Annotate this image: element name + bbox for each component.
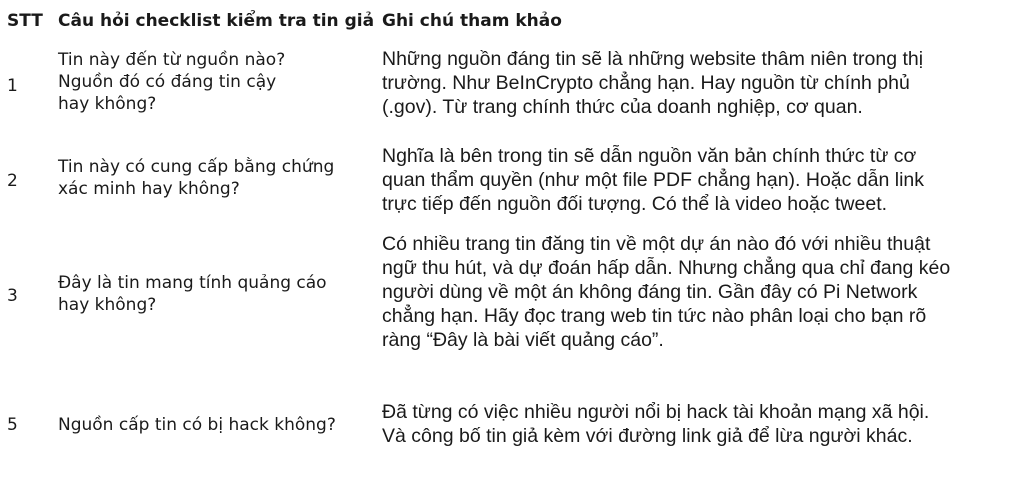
question-line: Đây là tin mang tính quảng cáo: [58, 273, 327, 293]
row-1-note: [382, 47, 1018, 119]
note-line: trực tiếp đến nguồn đối tượng. Có thể là video hoặc tweet.: [382, 193, 888, 215]
note-line: Và công bố tin giả kèm với đường link giả để lừa người khác.: [382, 425, 913, 447]
note-line: chẳng hạn. Hãy đọc trang web tin tức nào phân loại cho bạn rõ: [382, 305, 927, 327]
note-line: Nghĩa là bên trong tin sẽ dẫn nguồn văn bản chính thức từ cơ: [382, 145, 917, 167]
row-1-stt: 1: [7, 76, 18, 96]
question-line: Nguồn cấp tin có bị hack không?: [58, 415, 336, 435]
note-line: Có nhiều trang tin đăng tin về một dự án nào đó với nhiều thuật: [382, 233, 931, 255]
note-line: ràng “Đây là bài viết quảng cáo”.: [382, 329, 664, 351]
row-3-note: [382, 232, 1018, 352]
note-line: (.gov). Từ trang chính thức của doanh nghiệp, cơ quan.: [382, 96, 863, 118]
question-line: hay không?: [58, 295, 157, 315]
row-5-question: [58, 414, 336, 436]
note-line: trường. Như BeInCrypto chẳng hạn. Hay nguồn từ chính phủ: [382, 72, 910, 94]
note-line: quan thẩm quyền (như một file PDF chẳng hạn). Hoặc dẫn link: [382, 169, 925, 191]
header-note: Ghi chú tham khảo: [382, 11, 562, 31]
row-1-question: [58, 49, 285, 115]
question-line: hay không?: [58, 94, 157, 114]
note-line: Đã từng có việc nhiều người nổi bị hack tài khoản mạng xã hội.: [382, 401, 930, 423]
row-2-note: [382, 144, 1018, 216]
question-line: Tin này đến từ nguồn nào?: [58, 50, 286, 70]
note-line: người dùng về một án không đáng tin. Gần đây có Pi Network: [382, 281, 918, 303]
note-line: Những nguồn đáng tin sẽ là những website thâm niên trong thị: [382, 48, 924, 70]
header-question: Câu hỏi checklist kiểm tra tin giả: [58, 11, 375, 31]
row-2-stt: 2: [7, 171, 18, 191]
row-5-note: [382, 400, 1018, 448]
row-3-question: [58, 272, 327, 316]
header-stt: STT: [7, 11, 43, 31]
row-3-stt: 3: [7, 286, 18, 306]
question-line: xác minh hay không?: [58, 179, 240, 199]
question-line: Nguồn đó có đáng tin cậy: [58, 72, 277, 92]
note-line: ngữ thu hút, và dự đoán hấp dẫn. Nhưng chẳng qua chỉ đang kéo: [382, 257, 951, 279]
row-5-stt: 5: [7, 415, 18, 435]
question-line: Tin này có cung cấp bằng chứng: [58, 157, 335, 177]
row-2-question: [58, 156, 334, 200]
